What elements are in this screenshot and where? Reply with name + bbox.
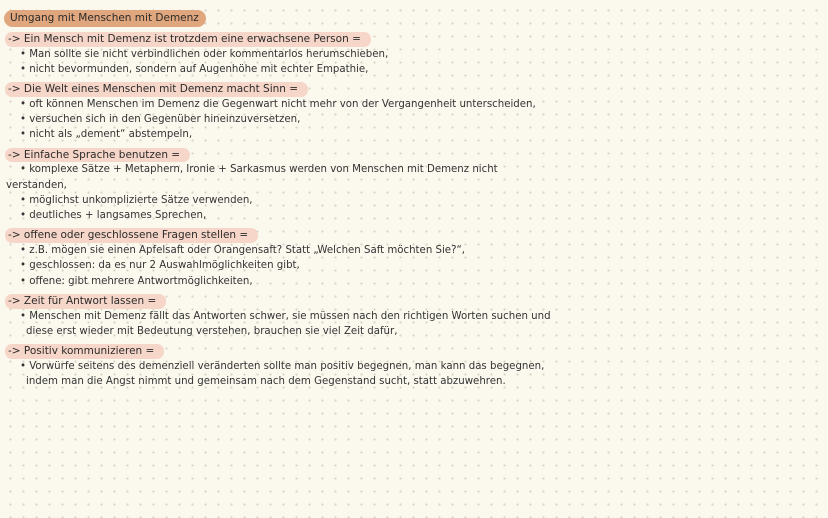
section-adult-person (0, 27, 828, 77)
bullet-line: • Vorwürfe seitens des demenziell veränderten sollte man positiv begegnen, man kann das begegnen, (20, 360, 545, 372)
section-simple-language (0, 143, 828, 224)
note-title: Umgang mit Menschen mit Demenz (4, 10, 206, 27)
section-questions (0, 223, 828, 288)
continuation-line: verstanden, (6, 179, 67, 191)
continuation-line: indem man die Angst nimmt und gemeinsam nach dem Gegenstand sucht, statt abzuwehren. (26, 376, 506, 388)
section-time-to-answer (0, 289, 828, 339)
bullet-line: • z.B. mögen sie einen Apfelsaft oder Orangensaft? Statt „Welchen Saft möchten Sie?“, (20, 245, 465, 257)
bullet-line: • offene: gibt mehrere Antwortmöglichkeiten, (20, 275, 253, 287)
bullet-line: • komplexe Sätze + Metaphern, Ironie + Sarkasmus werden von Menschen mit Demenz nicht (20, 164, 498, 176)
bullet-line: • geschlossen: da es nur 2 Auswahlmöglichkeiten gibt, (20, 260, 300, 272)
bullet-line: • Man sollte sie nicht verbindlichen oder kommentarlos herumschieben, (20, 48, 389, 60)
bullet-line: • Menschen mit Demenz fällt das Antworten schwer, sie müssen nach den richtigen Worten suchen und (20, 310, 551, 322)
section-heading: -> offene oder geschlossene Fragen stellen = (5, 228, 258, 243)
bullet-line: • versuchen sich in den Gegenüber hineinzuversetzen, (20, 114, 301, 126)
note-title-row (0, 6, 828, 27)
continuation-line: diese erst wieder mit Bedeutung verstehen, brauchen sie viel Zeit dafür, (26, 325, 398, 337)
section-heading: -> Einfache Sprache benutzen = (5, 148, 190, 163)
bullet-line: • oft können Menschen im Demenz die Gegenwart nicht mehr von der Vergangenheit unterscheiden, (20, 98, 536, 110)
section-positive-communication (0, 339, 828, 389)
section-heading: -> Zeit für Antwort lassen = (5, 294, 166, 309)
section-heading: -> Ein Mensch mit Demenz ist trotzdem eine erwachsene Person = (5, 32, 371, 47)
section-world-makes-sense (0, 77, 828, 142)
section-heading: -> Die Welt eines Menschen mit Demenz macht Sinn = (5, 82, 308, 97)
bullet-line: • nicht bevormunden, sondern auf Augenhöhe mit echter Empathie, (20, 63, 369, 75)
bullet-line: • deutliches + langsames Sprechen, (20, 210, 207, 222)
note-page (0, 6, 828, 389)
section-heading: -> Positiv kommunizieren = (5, 344, 164, 359)
bullet-line: • möglichst unkomplizierte Sätze verwenden, (20, 194, 253, 206)
bullet-line: • nicht als „dement“ abstempeln, (20, 129, 193, 141)
